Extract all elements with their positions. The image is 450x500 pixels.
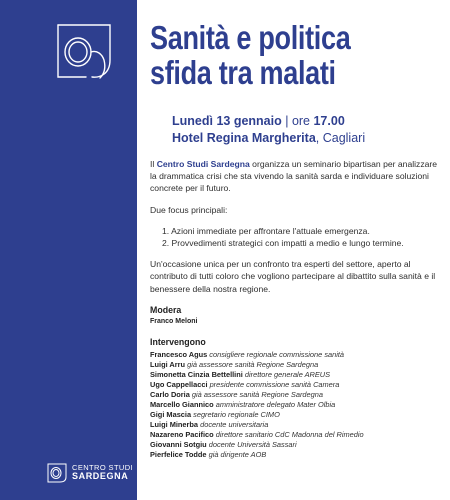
speaker-row xyxy=(150,350,442,360)
event-city: , Cagliari xyxy=(315,131,366,145)
focus-heading: Due focus principali: xyxy=(150,204,228,215)
event-day: Lunedì 13 gennaio xyxy=(172,114,282,128)
speaker-role: direttore sanitario CdC Madonna del Rimedio xyxy=(215,430,364,440)
speaker-role: presidente commissione sanità Camera xyxy=(209,380,340,390)
speaker-role: docente Università Sassari xyxy=(208,440,297,450)
speaker-row xyxy=(150,400,442,410)
speaker-name: Nazareno Pacifico xyxy=(150,430,214,440)
focus-item: 2. Provvedimenti strategici con impatti a medio e lungo termine. xyxy=(162,238,404,249)
speaker-row xyxy=(150,410,442,420)
speaker-role: docente universitaria xyxy=(200,420,269,430)
speaker-name: Gigi Mascia xyxy=(150,410,192,420)
footer-logo-text xyxy=(72,464,133,481)
footer-logo-line1: CENTRO STUDI xyxy=(72,463,134,473)
speaker-role: segretario regionale CIMO xyxy=(193,410,280,420)
page-title xyxy=(150,20,389,90)
focus-item: 1. Azioni immediate per affrontare l'attuale emergenza. xyxy=(162,225,370,236)
title-line-2: sfida tra malati xyxy=(150,54,336,91)
intro-prefix: Il xyxy=(150,159,157,169)
speaker-row xyxy=(150,390,442,400)
event-time: 17.00 xyxy=(313,114,345,128)
speaker-role: già dirigente AOB xyxy=(208,450,267,460)
moderator-name: Franco Meloni xyxy=(150,318,198,326)
focus-list xyxy=(150,225,442,249)
centro-studi-small-logo-icon xyxy=(46,462,68,484)
speaker-name: Giovanni Sotgiu xyxy=(150,440,207,450)
speaker-row xyxy=(150,440,442,450)
speaker-name: Luigi Minerba xyxy=(150,420,199,430)
speaker-name: Simonetta Cinzia Bettellini xyxy=(150,370,243,380)
speakers-list xyxy=(150,350,442,460)
closing-paragraph: Un'occasione unica per un confronto tra esperti del settore, aperto al contributo di tutti coloro che vogliono partecipare al dibattito sulla sanità e il benessere della nostra regione. xyxy=(150,259,436,294)
event-date-line xyxy=(172,113,365,130)
speaker-name: Luigi Arru xyxy=(150,360,186,370)
title-line-1: Sanità e politica xyxy=(150,19,351,56)
speaker-name: Pierfelice Todde xyxy=(150,450,207,460)
speaker-role: direttore generale AREUS xyxy=(244,370,331,380)
speaker-role: amministratore delegato Mater Olbia xyxy=(215,400,336,410)
focus-section xyxy=(150,204,442,216)
speaker-row xyxy=(150,370,442,380)
footer-logo-line2: SARDEGNA xyxy=(72,471,129,482)
speaker-name: Ugo Cappellacci xyxy=(150,380,208,390)
speaker-role: già assessore sanità Regione Sardegna xyxy=(187,360,319,370)
speaker-row xyxy=(150,450,442,460)
event-venue: Hotel Regina Margherita xyxy=(172,131,316,145)
speakers-heading: Intervengono xyxy=(150,337,206,348)
speaker-row xyxy=(150,380,442,390)
speaker-name: Francesco Agus xyxy=(150,350,208,360)
intro-text: organizza un seminario bipartisan per analizzare la drammatica crisi che sta vivendo la sanità sarda e individuare soluzioni concrete per il futuro. xyxy=(150,159,438,194)
intro-paragraph xyxy=(150,158,442,195)
speaker-row xyxy=(150,420,442,430)
organizer-name: Centro Studi Sardegna xyxy=(156,159,250,169)
event-time-label: | ore xyxy=(281,114,314,128)
description xyxy=(150,158,442,460)
event-details xyxy=(172,113,365,147)
speaker-name: Carlo Doria xyxy=(150,390,190,400)
brand-sidebar xyxy=(0,0,137,500)
speaker-row xyxy=(150,360,442,370)
speaker-role: consigliere regionale commissione sanità xyxy=(209,350,345,360)
speaker-name: Marcello Giannico xyxy=(150,400,214,410)
speaker-role: già assessore sanità Regione Sardegna xyxy=(191,390,323,400)
centro-studi-logo-icon xyxy=(52,20,114,82)
moderator-heading: Modera xyxy=(150,304,182,315)
footer-logo xyxy=(46,462,133,484)
speaker-row xyxy=(150,430,442,440)
event-venue-line xyxy=(172,130,365,147)
